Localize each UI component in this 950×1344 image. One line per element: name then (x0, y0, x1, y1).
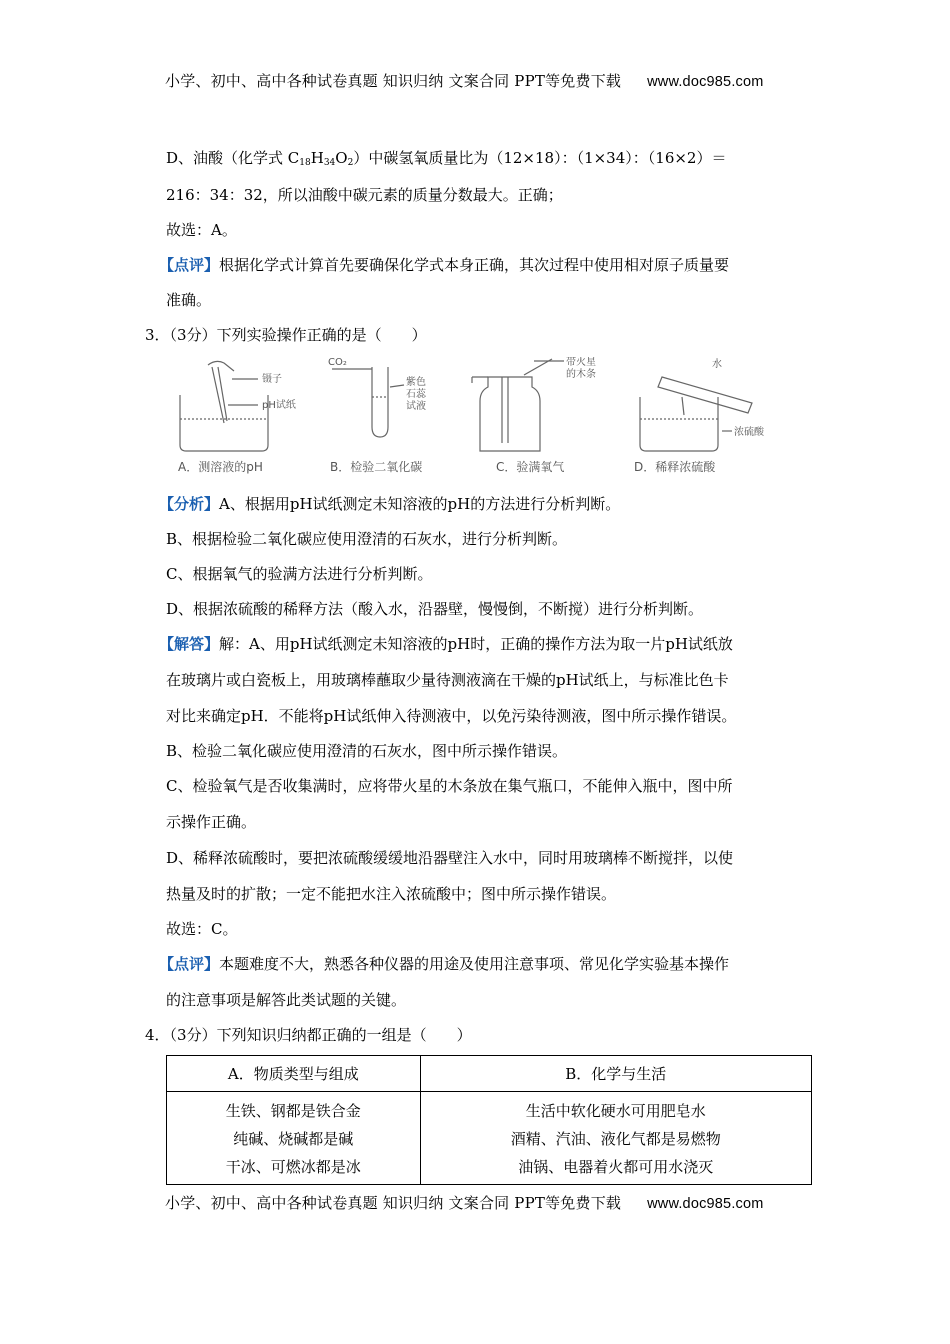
gas-bottle-icon (480, 377, 540, 451)
q3-answer-line5: C、检验氧气是否收集满时，应将带火星的木条放在集气瓶口，不能伸入瓶中，图中所 (166, 777, 733, 795)
tweezers-icon (212, 367, 227, 423)
q3-analysis-b: B、根据检验二氧化碳应使用澄清的石灰水，进行分析判断。 (166, 530, 568, 548)
fig-label: 紫色 (406, 377, 426, 388)
q2-review-line2: 准确。 (166, 291, 212, 309)
beaker-d-icon (640, 397, 718, 451)
q3-stem: 3．（3分）下列实验操作正确的是（ ） (145, 326, 427, 344)
fig-caption: C．验满氧气 (496, 460, 565, 474)
q2-d-line2: 216：34：32，所以油酸中碳元素的质量分数最大。正确； (166, 186, 563, 204)
page-footer (165, 1192, 764, 1213)
q3-answer-line2: 在玻璃片或白瓷板上，用玻璃棒蘸取少量待测液滴在干燥的pH试纸上，与标准比色卡 (166, 671, 729, 689)
header-site-link[interactable]: www.doc985.com (647, 74, 764, 90)
fig-label: 石蕊 (406, 389, 426, 400)
fig-label: pH试纸 (262, 400, 296, 411)
review-tag: 【点评】 (159, 955, 220, 973)
analysis-tag: 【分析】 (159, 495, 220, 513)
table-header-b: B．化学与生活 (420, 1056, 811, 1092)
fig-caption: D．稀释浓硫酸 (634, 460, 716, 474)
fig-label: 试液 (406, 401, 426, 412)
q3-answer-line8: 热量及时的扩散；一定不能把水注入浓硫酸中；图中所示操作错误。 (166, 885, 617, 903)
cylinder-icon (658, 377, 752, 413)
fig-caption: B．检验二氧化碳 (330, 460, 423, 474)
footer-text: 小学、初中、高中各种试卷真题 知识归纳 文案合同 PPT等免费下载 (165, 1194, 622, 1212)
q3-experiment-figure (172, 357, 764, 477)
table-cell-b: 生活中软化硬水可用肥皂水 酒精、汽油、液化气都是易燃物 油锅、电器着火都可用水浇灭 (420, 1092, 811, 1185)
q3-answer-line7: D、稀释浓硫酸时，要把浓硫酸缓缓地沿器壁注入水中，同时用玻璃棒不断搅拌，以使 (166, 849, 734, 867)
q2-d-line1: D、油酸（化学式 $C_{18}H_{34}O_2$）中碳氢氧质量比为（12×18）：（1×34）：（16×2）＝ (166, 149, 727, 168)
q3-review-line2: 的注意事项是解答此类试题的关键。 (166, 991, 407, 1009)
test-tube-icon (372, 367, 388, 437)
fig-label: 浓硫酸 (734, 427, 764, 438)
fig-label: 带火星 (566, 357, 596, 368)
page-header (165, 70, 764, 91)
fig-label: 镊子 (262, 374, 282, 385)
q2-choice: 故选：A。 (166, 221, 237, 239)
q3-answer-line3: 对比来确定pH．不能将pH试纸伸入待测液中，以免污染待测液，图中所示操作错误。 (166, 707, 737, 725)
q2-review: 【点评】根据化学式计算首先要确保化学式本身正确，其次过程中使用相对原子质量要 (159, 256, 730, 274)
q3-answer-line4: B、检验二氧化碳应使用澄清的石灰水，图中所示操作错误。 (166, 742, 568, 760)
header-text: 小学、初中、高中各种试卷真题 知识归纳 文案合同 PPT等免费下载 (165, 72, 622, 90)
footer-site-link[interactable]: www.doc985.com (647, 1196, 764, 1212)
table-cell-a: 生铁、钢都是铁合金 纯碱、烧碱都是碱 干冰、可燃冰都是冰 (167, 1092, 421, 1185)
q3-answer-line6: 示操作正确。 (166, 813, 257, 831)
q3-analysis-c: C、根据氧气的验满方法进行分析判断。 (166, 565, 433, 583)
fig-caption: A．测溶液的pH (178, 460, 263, 474)
table-header-a: A．物质类型与组成 (167, 1056, 421, 1092)
q3-answer-line1: 【解答】解：A、用pH试纸测定未知溶液的pH时，正确的操作方法为取一片pH试纸放 (159, 635, 733, 653)
fig-label: CO₂ (328, 357, 347, 368)
q3-review: 【点评】本题难度不大，熟悉各种仪器的用途及使用注意事项、常见化学实验基本操作 (159, 955, 730, 973)
q4-knowledge-table (166, 1055, 812, 1185)
fig-label: 的木条 (566, 369, 596, 380)
answer-tag: 【解答】 (159, 635, 220, 653)
q3-analysis-a: 【分析】A、根据用pH试纸测定未知溶液的pH的方法进行分析判断。 (159, 495, 621, 513)
q3-choice: 故选：C。 (166, 920, 238, 938)
fig-label: 水 (712, 359, 722, 370)
review-tag: 【点评】 (159, 256, 220, 274)
q3-analysis-d: D、根据浓硫酸的稀释方法（酸入水，沿器壁，慢慢倒，不断搅）进行分析判断。 (166, 600, 704, 618)
q4-stem: 4．（3分）下列知识归纳都正确的一组是（ ） (145, 1026, 472, 1044)
